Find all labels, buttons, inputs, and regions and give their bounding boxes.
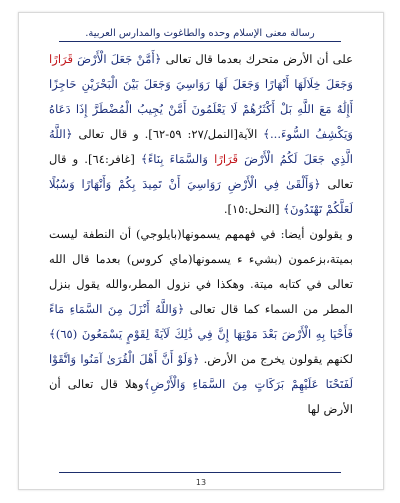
quran-verse: ﴿وَاللَّهُ أَنْزَلَ مِنَ السَّمَاءِ مَاءً فَأَحْيَا بِهِ الْأَرْضَ بَعْدَ مَوْتِهَا إِنَّ فِي ذَٰلِكَ لَآيَةً لِقَوْمٍ يَسْمَعُونَ (٦٥)﴾ xyxy=(49,302,353,341)
highlighted-word: قَرَارًا xyxy=(214,152,239,166)
paragraph-1 xyxy=(49,47,353,222)
running-header xyxy=(59,21,341,42)
paragraph-2 xyxy=(49,222,353,422)
body-text xyxy=(49,47,353,422)
verse-reference: [غافر:٦٤]. و قال تعالى xyxy=(49,152,353,191)
verse-reference: [النحل:١٥]. xyxy=(223,202,284,216)
text-segment: و يقولون أيضا: في فهمهم يسمونها(بايلوجي) أن النطفة ليست بميتة،بزعمون (بشيء ء يسمونها(ماي كروس) بعدما قال الله تعالى في كتابه ميتة. وهكذا في نزول المطر،والله يقول بنزل المطر من السماء كما قال تعالى xyxy=(49,227,353,316)
text-segment: على أن الأرض متحرك بعدما قال تعالى xyxy=(161,52,353,66)
verse-reference: الآية[النمل/٢٧: ٥٩-٦٢]. و قال تعالى xyxy=(72,127,264,141)
quran-verse: وَجَعَلَ خِلَالَهَا أَنْهَارًا وَجَعَلَ لَهَا رَوَاسِيَ وَجَعَلَ بَيْنَ الْبَحْرَيْنِ حَاجِزًا أَإِلَٰهٌ مَعَ اللَّهِ بَلْ أَكْثَرُهُمْ لَا يَعْلَمُونَ أَمَّنْ يُجِيبُ الْمُضْطَرَّ إِذَا دَعَاهُ وَيَكْشِفُ السُّوءَ...﴾ xyxy=(49,77,353,141)
text-segment: وهلا قال تعالى أن الأرض لها xyxy=(49,377,353,416)
quran-verse: ﴿وَلَوْ أَنَّ أَهْلَ الْقُرَىٰ آمَنُوا وَاتَّقَوْا لَفَتَحْنَا عَلَيْهِمْ بَرَكَاتٍ مِنَ السَّمَاءِ وَالْأَرْضِ﴾ xyxy=(49,352,353,391)
quran-verse: ﴿اللَّهُ الَّذِي جَعَلَ لَكُمُ الْأَرْضَ xyxy=(49,127,354,166)
text-segment: لكنهم يقولون يخرج من الأرض. xyxy=(199,352,353,366)
header-title: رسالة معنى الإسلام وحده والطاغوت والمدارس العربية. xyxy=(85,28,315,39)
page-number: 13 xyxy=(195,478,207,487)
quran-verse: ﴿أَمَّنْ جَعَلَ الْأَرْضَ xyxy=(72,52,162,66)
document-page xyxy=(18,12,384,490)
highlighted-word: قَرَارًا xyxy=(49,52,73,66)
footer-rule xyxy=(59,472,341,473)
quran-verse: ﴿وَأَلْقَىٰ فِي الْأَرْضِ رَوَاسِيَ أَنْ تَمِيدَ بِكُمْ وَأَنْهَارًا وَسُبُلًا لَعَلَّكُمْ تَهْتَدُونَ﴾ xyxy=(49,177,353,216)
quran-verse: وَالسَّمَاءَ بِنَاءً﴾ xyxy=(141,152,215,166)
